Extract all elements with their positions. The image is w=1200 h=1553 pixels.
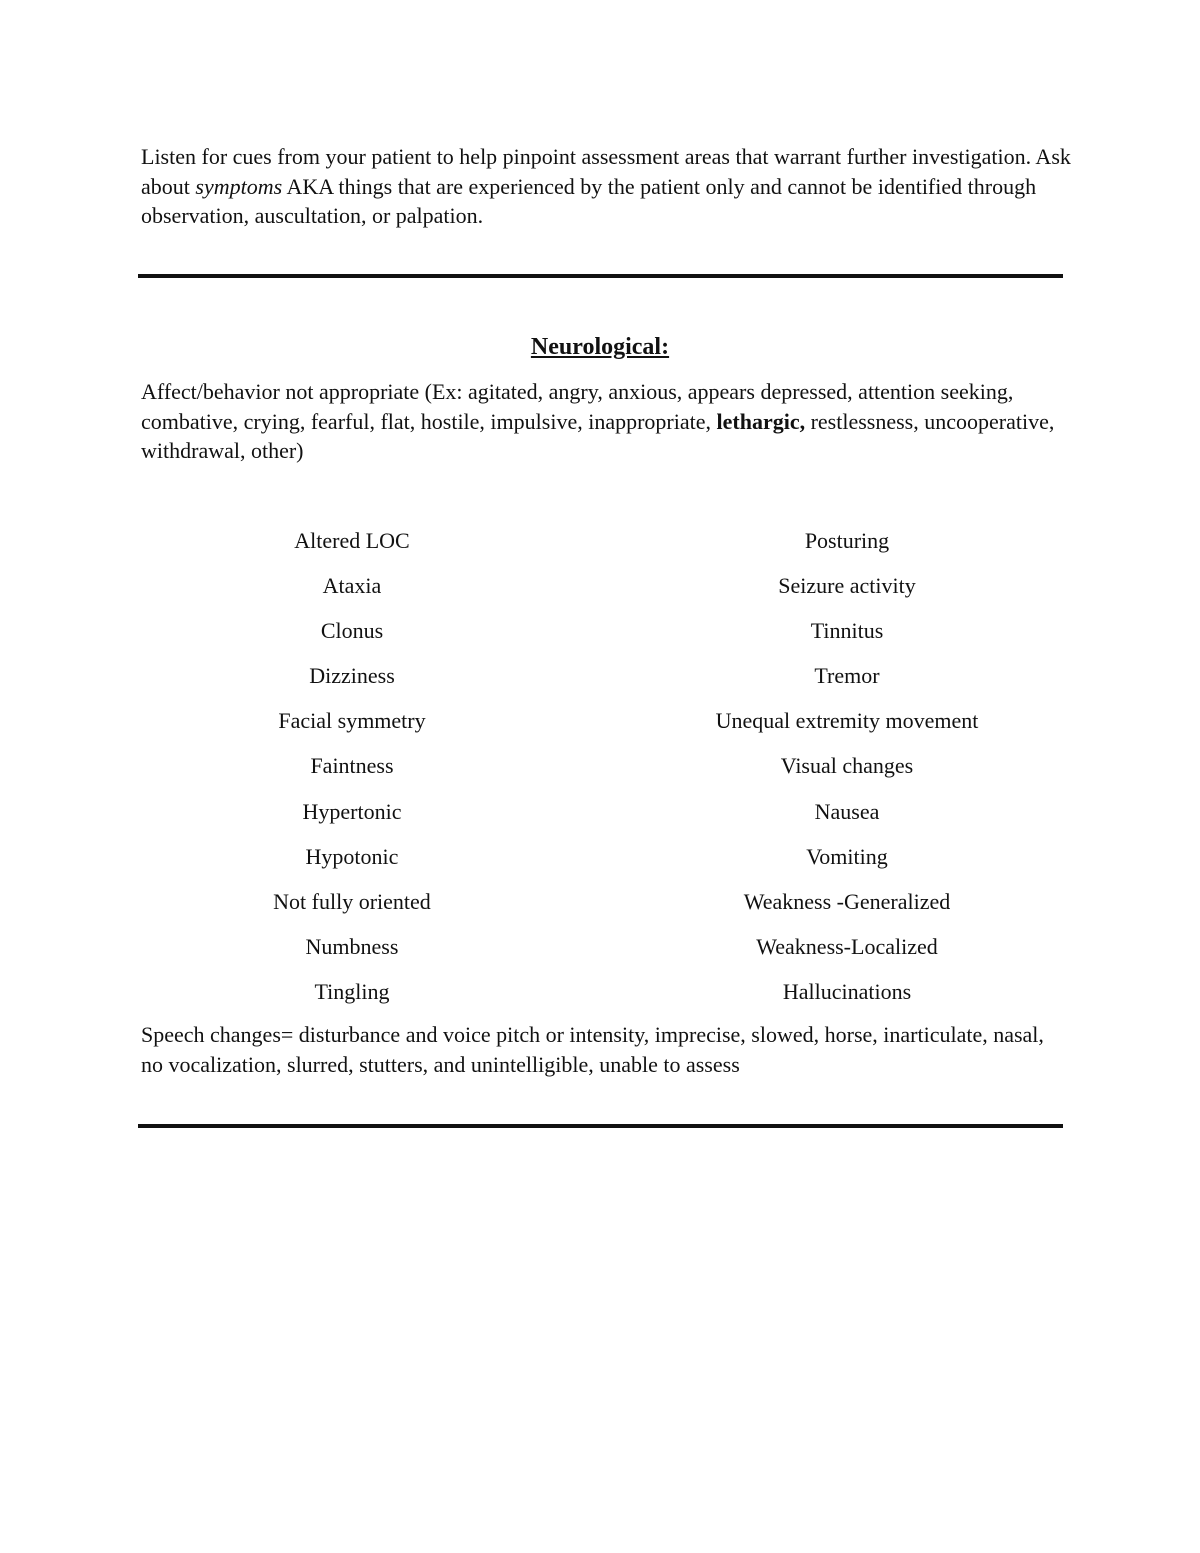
intro-text-start: Listen for cues from your patient to help pinpoint assessment areas that warrant further investigation. Ask about bbox=[141, 144, 1071, 199]
affect-text-end: restlessness, uncooperative, withdrawal, other) bbox=[141, 408, 1055, 463]
list-item: Tinnitus bbox=[810, 618, 884, 644]
list-item: Vomiting bbox=[806, 843, 888, 869]
affect-bold-term: lethargic, bbox=[716, 408, 806, 434]
list-item: Posturing bbox=[804, 528, 890, 553]
list-item: Tremor bbox=[814, 663, 880, 689]
section-heading: Neurological: bbox=[530, 334, 670, 360]
list-item: Clonus bbox=[320, 618, 384, 644]
intro-emphasis: symptoms bbox=[195, 173, 283, 199]
list-item: Hallucinations bbox=[782, 978, 912, 1004]
list-item: Weakness -Generalized bbox=[743, 888, 951, 914]
list-item: Facial symmetry bbox=[278, 708, 426, 734]
symptom-list-right bbox=[637, 526, 1057, 1022]
list-item: Dizziness bbox=[309, 663, 395, 689]
intro-paragraph bbox=[141, 142, 1071, 231]
intro-text-end: AKA things that are experienced by the patient only and cannot be identified through observation, auscultation, or palpation. bbox=[141, 173, 1037, 228]
affect-text-start: Affect/behavior not appropriate (Ex: agitated, angry, anxious, appears depressed, attention seeking, combative, crying, fearful, flat, hostile, impulsive, inappropriate, bbox=[141, 379, 1014, 434]
list-item: Hypotonic bbox=[305, 843, 399, 869]
section-divider-bottom bbox=[138, 1124, 1063, 1128]
list-item: Seizure activity bbox=[778, 573, 916, 599]
list-item: Hypertonic bbox=[302, 798, 402, 824]
section-divider-top bbox=[138, 274, 1063, 278]
symptom-list-left bbox=[142, 526, 562, 1022]
list-item: Nausea bbox=[814, 798, 880, 824]
list-item: Altered LOC bbox=[294, 528, 410, 553]
list-item: Faintness bbox=[310, 753, 394, 779]
speech-changes-paragraph: Speech changes= disturbance and voice pitch or intensity, imprecise, slowed, horse, inarticulate, nasal, no vocalization, slurred, stutters, and unintelligible, unable to assess bbox=[141, 1022, 1044, 1077]
list-item: Weakness-Localized bbox=[756, 933, 938, 959]
list-item: Numbness bbox=[305, 933, 399, 959]
affect-paragraph bbox=[141, 377, 1071, 466]
list-item: Ataxia bbox=[322, 573, 382, 599]
list-item: Unequal extremity movement bbox=[715, 708, 979, 734]
list-item: Tingling bbox=[314, 978, 390, 1004]
list-item: Visual changes bbox=[780, 753, 914, 779]
list-item: Not fully oriented bbox=[273, 888, 431, 914]
